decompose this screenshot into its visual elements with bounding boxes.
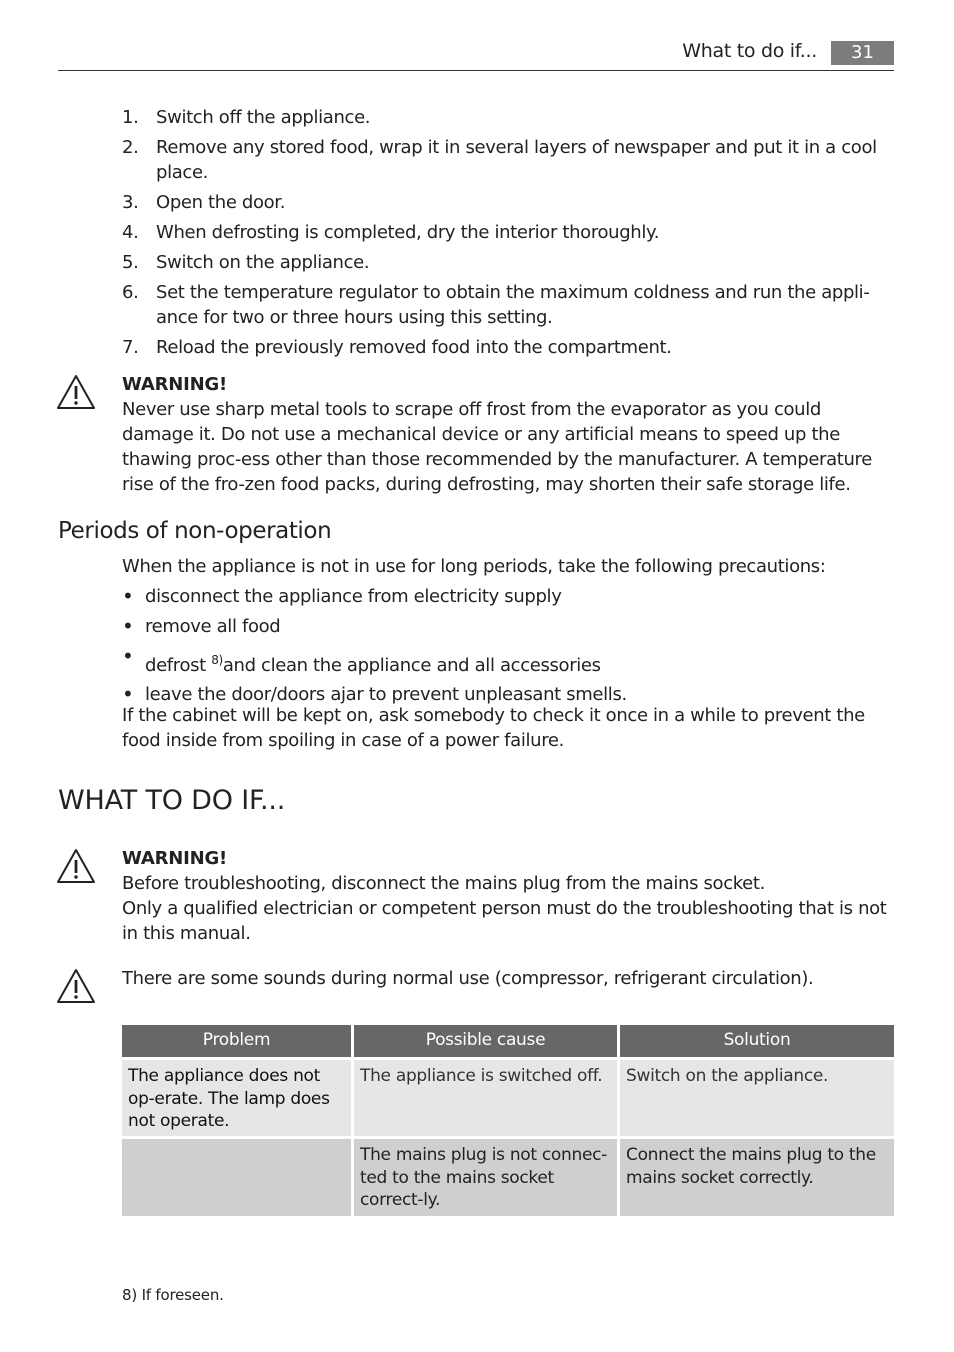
bullet-icon: • bbox=[122, 682, 134, 706]
footnote-ref: 8) bbox=[211, 653, 223, 667]
warning-triangle-icon bbox=[56, 374, 96, 410]
precautions-list bbox=[122, 584, 894, 707]
step-item: 4. When defrosting is completed, dry the interior thoroughly. bbox=[122, 222, 660, 243]
step-item: 5. Switch on the appliance. bbox=[122, 252, 370, 273]
table-cell-solution: Connect the mains plug to the mains socket correctly. bbox=[620, 1139, 894, 1216]
header-rule bbox=[58, 70, 894, 71]
warning-triangle-icon bbox=[56, 848, 96, 884]
list-item: • leave the door/doors ajar to prevent unpleasant smells. bbox=[122, 682, 627, 706]
non-operation-after-text: If the cabinet will be kept on, ask somebody to check it once in a while to prevent the food inside from spoiling in case of a power failure. bbox=[122, 705, 865, 751]
step-item: 6. Set the temperature regulator to obtain the maximum coldness and run the appli-ance for two or three hours using this setting. bbox=[122, 282, 870, 328]
warning-title: WARNING! bbox=[122, 848, 228, 869]
caution-triangle-icon bbox=[56, 968, 96, 1004]
warning-text-line1: Before troubleshooting, disconnect the mains plug from the mains socket. bbox=[122, 873, 765, 894]
column-header-cause: Possible cause bbox=[354, 1025, 617, 1057]
running-header-title: What to do if... bbox=[682, 40, 817, 62]
section-heading-non-operation: Periods of non-operation bbox=[58, 518, 332, 544]
step-item: 1. Switch off the appliance. bbox=[122, 107, 371, 128]
column-header-problem: Problem bbox=[122, 1025, 351, 1057]
bullet-icon: • bbox=[122, 584, 134, 608]
column-header-solution: Solution bbox=[620, 1025, 894, 1057]
sounds-note: There are some sounds during normal use (compressor, refrigerant circulation). bbox=[122, 968, 814, 989]
footnote: 8) If foreseen. bbox=[122, 1286, 224, 1304]
step-item: 7. Reload the previously removed food into the compartment. bbox=[122, 337, 672, 358]
warning-text-line2: Only a qualified electrician or competent person must do the troubleshooting that is not in this manual. bbox=[122, 898, 887, 944]
defrost-steps-list bbox=[122, 105, 894, 365]
list-item: • remove all food bbox=[122, 614, 281, 638]
table-cell-problem bbox=[122, 1139, 351, 1216]
non-operation-intro: When the appliance is not in use for long periods, take the following precautions: bbox=[122, 556, 826, 577]
warning-block-1 bbox=[122, 372, 894, 497]
page-title: WHAT TO DO IF... bbox=[58, 785, 286, 816]
table-cell-solution: Switch on the appliance. bbox=[620, 1060, 894, 1136]
step-item: 3. Open the door. bbox=[122, 192, 286, 213]
step-item: 2. Remove any stored food, wrap it in several layers of newspaper and put it in a cool place. bbox=[122, 137, 877, 183]
list-item: • disconnect the appliance from electricity supply bbox=[122, 584, 562, 608]
bullet-icon: • bbox=[122, 644, 134, 668]
warning-text: Never use sharp metal tools to scrape off frost from the evaporator as you could damage it. Do not use a mechanical device or any artificial means to speed up the thawing proc-ess other than those recommended by the manufacturer. A temperature rise of the fro-zen food packs, during defrosting, may shorten their safe storage life. bbox=[122, 399, 872, 495]
warning-title: WARNING! bbox=[122, 374, 228, 395]
table-cell-problem: The appliance does not op-erate. The lamp does not operate. bbox=[122, 1060, 351, 1136]
list-item: • defrost $^{8)}$and clean the appliance and all accessories bbox=[122, 644, 601, 676]
table-cell-cause: The appliance is switched off. bbox=[354, 1060, 617, 1136]
bullet-icon: • bbox=[122, 614, 134, 638]
page-number-badge: 31 bbox=[831, 41, 894, 65]
warning-block-2 bbox=[122, 846, 894, 946]
table-cell-cause: The mains plug is not connec-ted to the mains socket correct-ly. bbox=[354, 1139, 617, 1216]
